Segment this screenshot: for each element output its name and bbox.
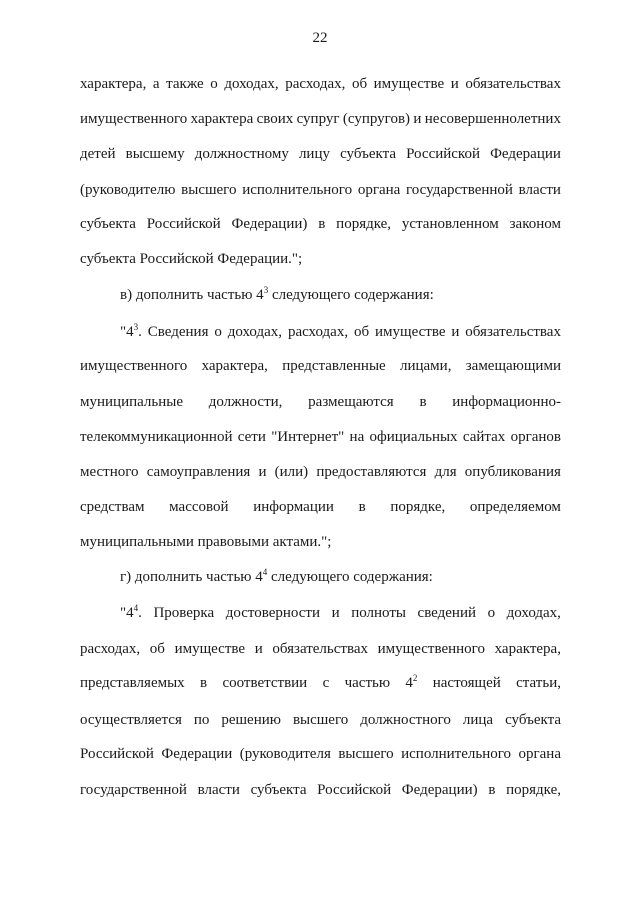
word: осуществляется bbox=[80, 712, 182, 728]
word: муниципальные bbox=[80, 394, 184, 410]
text-segment: следующего содержания: bbox=[267, 569, 433, 585]
word: характера bbox=[190, 111, 254, 127]
word: законом bbox=[509, 216, 561, 232]
word: представленные bbox=[282, 358, 386, 374]
word: обязательствах bbox=[465, 324, 561, 340]
text-line: субъекта Российской Федерации."; bbox=[80, 251, 303, 267]
word: власти bbox=[197, 782, 240, 798]
word: лицами, bbox=[399, 358, 452, 374]
word: доходах, bbox=[224, 76, 279, 92]
word: исполнительного bbox=[401, 746, 512, 762]
word: Федерации bbox=[161, 746, 233, 762]
word: замещающими bbox=[465, 358, 561, 374]
word: высшего bbox=[292, 712, 349, 728]
word: Российской bbox=[146, 216, 221, 232]
word: массовой bbox=[169, 499, 229, 515]
word: телекоммуникационной bbox=[80, 429, 233, 445]
word: полноты bbox=[351, 605, 406, 621]
word: определяемом bbox=[469, 499, 561, 515]
word: власти bbox=[518, 182, 561, 198]
text-segment: г) дополнить частью 4 bbox=[120, 569, 263, 585]
word bbox=[405, 673, 417, 693]
word: об bbox=[149, 641, 165, 657]
word: местного bbox=[80, 464, 139, 480]
word: в bbox=[358, 499, 366, 515]
word: а bbox=[152, 76, 160, 92]
word: доходах, bbox=[227, 324, 283, 340]
text-line bbox=[80, 567, 561, 587]
word: высшего bbox=[338, 746, 394, 762]
word: опубликования bbox=[464, 464, 561, 480]
word: (или) bbox=[274, 464, 309, 480]
word: имуществе bbox=[373, 76, 445, 92]
word: лицу bbox=[298, 146, 330, 162]
word: государственной bbox=[406, 182, 513, 198]
word: информации bbox=[253, 499, 334, 515]
word: статьи, bbox=[516, 675, 561, 691]
text-line bbox=[80, 109, 561, 129]
text-line bbox=[80, 462, 561, 482]
text-line bbox=[80, 180, 561, 200]
word: сведений bbox=[417, 605, 477, 621]
word: государственной bbox=[80, 782, 187, 798]
word: должностному bbox=[194, 146, 289, 162]
word: субъекта bbox=[80, 216, 136, 232]
word: Российской bbox=[80, 746, 154, 762]
word bbox=[120, 603, 142, 623]
page-number: 22 bbox=[312, 30, 328, 46]
word: (руководителю bbox=[80, 182, 176, 198]
word: лица bbox=[462, 712, 494, 728]
word: Российской bbox=[406, 146, 480, 162]
word: Федерации bbox=[490, 146, 561, 162]
superscript: 4 bbox=[262, 567, 268, 577]
word: соответствии bbox=[222, 675, 308, 691]
word: и bbox=[258, 464, 267, 480]
word: настоящей bbox=[432, 675, 501, 691]
word: несовершеннолетних bbox=[424, 111, 561, 127]
text-line bbox=[80, 74, 561, 94]
word: по bbox=[193, 712, 210, 728]
word: сайтах bbox=[462, 429, 506, 445]
word: "Интернет" bbox=[271, 429, 345, 445]
word: и bbox=[450, 76, 459, 92]
text-segment: в) дополнить частью 4 bbox=[120, 287, 264, 303]
word: о bbox=[210, 76, 218, 92]
word: Федерации) bbox=[401, 782, 478, 798]
superscript: 4 bbox=[133, 603, 139, 613]
text-segment: "4 bbox=[120, 605, 134, 621]
word: расходах, bbox=[80, 641, 141, 657]
text-line bbox=[80, 285, 561, 305]
word: Сведения bbox=[147, 324, 209, 340]
word bbox=[120, 569, 433, 585]
word: средствам bbox=[80, 499, 145, 515]
word: должностного bbox=[360, 712, 451, 728]
word: субъекта bbox=[340, 146, 396, 162]
word bbox=[120, 322, 142, 342]
word: органов bbox=[510, 429, 561, 445]
word: частью bbox=[344, 675, 391, 691]
word: расходах, bbox=[287, 324, 349, 340]
word: должности, bbox=[208, 394, 283, 410]
word: Федерации) bbox=[231, 216, 308, 232]
word: об bbox=[353, 324, 370, 340]
text-line bbox=[80, 214, 561, 234]
word: порядке, bbox=[506, 782, 561, 798]
word bbox=[120, 287, 434, 303]
word: доходах, bbox=[506, 605, 561, 621]
word: сети bbox=[237, 429, 266, 445]
word: о bbox=[214, 324, 222, 340]
word: своих bbox=[256, 111, 294, 127]
word: самоуправления bbox=[146, 464, 251, 480]
superscript: 3 bbox=[263, 285, 269, 295]
word: расходах, bbox=[285, 76, 346, 92]
word: предоставляются bbox=[316, 464, 427, 480]
word: размещаются bbox=[308, 394, 394, 410]
word: решению bbox=[221, 712, 281, 728]
word: имуществе bbox=[174, 641, 246, 657]
superscript: 2 bbox=[412, 673, 418, 683]
word: и bbox=[254, 641, 263, 657]
text-line bbox=[80, 497, 561, 517]
text-segment: . bbox=[138, 605, 142, 621]
word: обязательствах bbox=[272, 641, 369, 657]
text-line bbox=[80, 744, 561, 764]
word: (супругов) bbox=[342, 111, 411, 127]
word: характера, bbox=[201, 358, 268, 374]
text-segment: . bbox=[138, 324, 142, 340]
text-line bbox=[80, 710, 561, 730]
text-line bbox=[80, 639, 561, 659]
word: высшему bbox=[125, 146, 185, 162]
word: о bbox=[487, 605, 496, 621]
word: информационно- bbox=[452, 394, 561, 410]
text-line bbox=[80, 322, 561, 342]
word: для bbox=[434, 464, 457, 480]
word: органа bbox=[518, 746, 561, 762]
text-segment: следующего содержания: bbox=[268, 287, 434, 303]
word: субъекта bbox=[505, 712, 561, 728]
word: детей bbox=[80, 146, 116, 162]
word: (руководителя bbox=[239, 746, 331, 762]
word: достоверности bbox=[225, 605, 321, 621]
word: Российской bbox=[317, 782, 392, 798]
superscript: 3 bbox=[133, 322, 139, 332]
word: высшего bbox=[181, 182, 237, 198]
word: имущественного bbox=[377, 641, 485, 657]
text-line bbox=[80, 673, 561, 693]
word: и bbox=[331, 605, 340, 621]
word: Проверка bbox=[153, 605, 215, 621]
word: органа bbox=[357, 182, 401, 198]
word: имущественного bbox=[80, 111, 188, 127]
text-segment: "4 bbox=[120, 324, 134, 340]
text-line bbox=[80, 392, 561, 412]
text-line bbox=[80, 780, 561, 800]
word: обязательствах bbox=[465, 76, 561, 92]
word: с bbox=[322, 675, 330, 691]
word: порядке, bbox=[336, 216, 392, 232]
word: супруг bbox=[296, 111, 340, 127]
word: установленном bbox=[401, 216, 499, 232]
text-line bbox=[80, 144, 561, 164]
word: порядке, bbox=[390, 499, 446, 515]
word: субъекта bbox=[250, 782, 307, 798]
text-line bbox=[80, 427, 561, 447]
word: и bbox=[413, 111, 422, 127]
word: в bbox=[318, 216, 326, 232]
text-line: муниципальными правовыми актами."; bbox=[80, 534, 332, 550]
text-line bbox=[80, 603, 561, 623]
word: об bbox=[351, 76, 368, 92]
word: на bbox=[349, 429, 365, 445]
word: имуществе bbox=[375, 324, 446, 340]
word: характера, bbox=[80, 76, 147, 92]
word: в bbox=[200, 675, 208, 691]
text-line bbox=[80, 356, 561, 376]
word: в bbox=[488, 782, 496, 798]
word: исполнительного bbox=[242, 182, 353, 198]
word: также bbox=[166, 76, 204, 92]
word: официальных bbox=[369, 429, 458, 445]
word: характера, bbox=[494, 641, 561, 657]
text-segment: 4 bbox=[405, 675, 413, 691]
word: в bbox=[419, 394, 427, 410]
word: и bbox=[451, 324, 460, 340]
word: представляемых bbox=[80, 675, 185, 691]
word: имущественного bbox=[80, 358, 188, 374]
